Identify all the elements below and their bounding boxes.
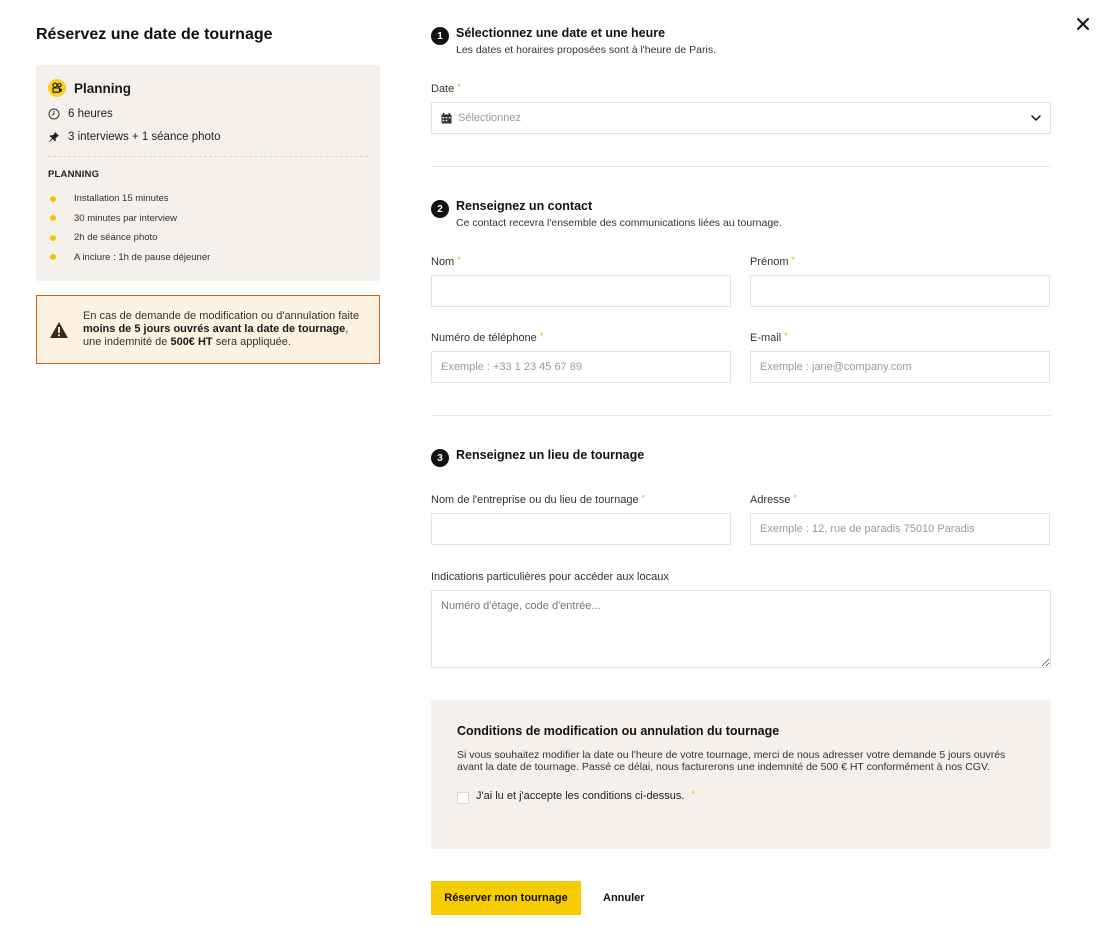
address-label: Adresse * (750, 493, 797, 506)
nom-input[interactable] (431, 275, 731, 307)
list-item-text: 30 minutes par interview (74, 212, 177, 224)
pin-icon (48, 131, 60, 143)
content-text: 3 interviews + 1 séance photo (68, 130, 221, 143)
required-marker: * (791, 255, 796, 265)
prenom-label: Prénom * (750, 255, 796, 268)
accept-conditions-label: J'ai lu et j'accepte les conditions ci-dessus. (476, 790, 685, 802)
phone-label: Numéro de téléphone * (431, 331, 544, 344)
warning-icon (49, 321, 69, 339)
required-marker: * (784, 331, 788, 341)
close-icon (1073, 14, 1093, 34)
modal-title: Réservez une date de tournage (36, 26, 273, 43)
submit-booking-button[interactable]: Réserver mon tournage (431, 881, 581, 915)
required-marker: * (793, 493, 797, 503)
bullet-dot-icon (50, 196, 56, 202)
conditions-body: Si vous souhaitez modifier la date ou l'heure de votre tournage, merci de nous adresser votre demande 5 jours ouvrés avant la date de tournage. Passé ce délai, nous facturerons une indemnité de 500 € HT conformément à nos CGV. (457, 749, 1006, 773)
date-label: Date * (431, 82, 461, 95)
step-number: 1 (431, 27, 449, 45)
company-label: Nom de l'entreprise ou du lieu de tournage * (431, 493, 646, 506)
cancel-button[interactable]: Annuler (603, 892, 645, 904)
step-subtitle: Les dates et horaires proposées sont à l'heure de Paris. (456, 44, 716, 56)
step-title: Sélectionnez une date et une heure (456, 26, 666, 40)
required-marker: * (691, 789, 695, 799)
step-title: Renseignez un lieu de tournage (456, 448, 645, 462)
required-marker: * (539, 331, 544, 341)
prenom-input[interactable] (750, 275, 1050, 307)
step-number: 3 (431, 449, 449, 467)
warning-text: En cas de demande de modification ou d'annulation faite moins de 5 jours ouvrés avant la date de tournage, une indemnité de 500€ HT sera appliquée. (83, 310, 360, 348)
access-label: Indications particulières pour accéder aux locaux (431, 571, 669, 583)
bullet-dot-icon (50, 254, 56, 260)
email-placeholder: Exemple : jane@company.com (760, 361, 912, 373)
address-input[interactable] (750, 513, 1050, 545)
section-divider (431, 415, 1051, 416)
list-item (48, 228, 368, 248)
accept-conditions-checkbox[interactable] (457, 792, 469, 804)
step-2-header (431, 197, 1051, 229)
cancellation-warning (36, 295, 380, 364)
date-select[interactable] (431, 102, 1051, 134)
divider (48, 156, 368, 157)
step-1-header (431, 24, 1051, 56)
booking-form (431, 24, 1051, 915)
booking-summary (36, 24, 380, 364)
chevron-down-icon (1031, 115, 1041, 121)
required-marker: * (457, 82, 461, 92)
list-item-text: Installation 15 minutes (74, 193, 169, 205)
conditions-title: Conditions de modification ou annulation du tournage (457, 724, 780, 738)
required-marker: * (457, 255, 461, 265)
calendar-icon (441, 113, 452, 124)
address-placeholder: Exemple : 12, rue de paradis 75010 Paradis (760, 523, 975, 535)
access-textarea[interactable] (431, 590, 1051, 668)
step-number: 2 (431, 200, 449, 218)
close-button[interactable] (1073, 14, 1093, 34)
required-marker: * (641, 493, 646, 503)
planning-card (36, 65, 380, 281)
step-3-header (431, 446, 1051, 467)
bullet-dot-icon (50, 235, 56, 241)
list-item (48, 189, 368, 209)
duration-text: 6 heures (68, 107, 113, 120)
email-input[interactable] (750, 351, 1050, 383)
form-actions (431, 881, 1051, 915)
accept-conditions-checkbox-row[interactable] (457, 790, 1025, 804)
list-item-text: 2h de séance photo (74, 232, 158, 244)
step-title: Renseignez un contact (456, 199, 593, 213)
camera-icon (48, 79, 66, 97)
email-label: E-mail * (750, 331, 788, 344)
phone-placeholder: Exemple : +33 1 23 45 67 89 (441, 361, 582, 373)
list-item (48, 248, 368, 268)
clock-icon (48, 108, 60, 120)
conditions-panel (431, 700, 1051, 849)
section-divider (431, 166, 1051, 167)
list-item (48, 209, 368, 229)
planning-card-title (48, 79, 368, 97)
content-row (48, 130, 368, 143)
company-input[interactable] (431, 513, 731, 545)
step-subtitle: Ce contact recevra l'ensemble des communications liées au tournage. (456, 217, 782, 229)
date-select-value: Sélectionnez (458, 112, 521, 124)
list-item-text: A inclure : 1h de pause déjeuner (74, 251, 211, 263)
planning-list (48, 189, 368, 267)
phone-input[interactable] (431, 351, 731, 383)
planning-section-title: PLANNING (48, 169, 100, 180)
duration-row (48, 107, 368, 120)
planning-title-text: Planning (74, 80, 131, 96)
nom-label: Nom * (431, 255, 461, 268)
bullet-dot-icon (50, 215, 56, 221)
